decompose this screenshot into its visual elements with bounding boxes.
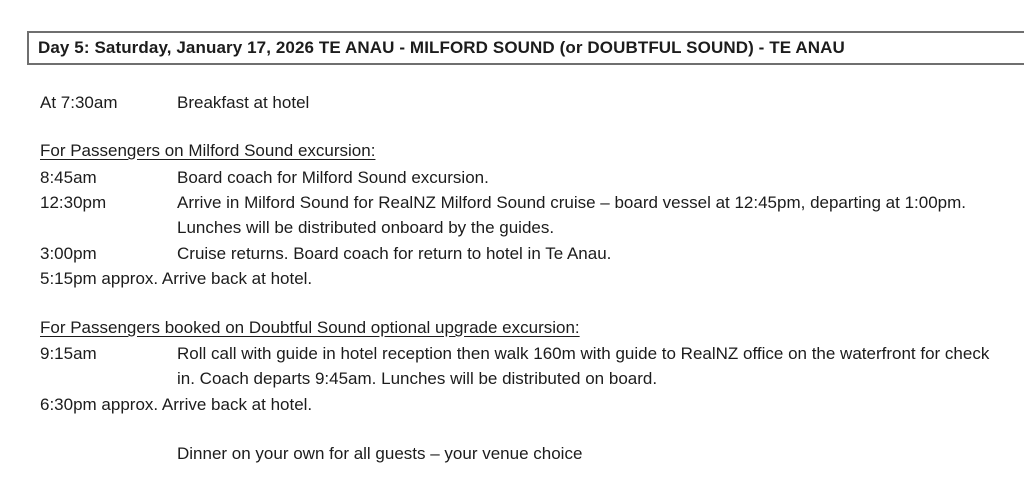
activity-text: Roll call with guide in hotel reception then walk 160m with guide to RealNZ office on the waterfront for check in. Coach departs 9:45am. Lunches will be distributed on board. [177, 344, 990, 388]
schedule-row [40, 241, 1010, 266]
activity-text: Breakfast at hotel [177, 93, 310, 112]
activity-text: Cruise returns. Board coach for return to hotel in Te Anau. [177, 244, 612, 263]
activity-text: Arrive in Milford Sound for RealNZ Milford Sound cruise – board vessel at 12:45pm, departing at 1:00pm. Lunches will be distributed onboard by the guides. [177, 193, 967, 237]
doubtful-section-heading: For Passengers booked on Doubtful Sound optional upgrade excursion: [40, 318, 580, 337]
day-title: Day 5: Saturday, January 17, 2026 TE ANAU - MILFORD SOUND (or DOUBTFUL SOUND) - TE ANAU [38, 38, 845, 57]
time-label: At 7:30am [40, 93, 118, 112]
day-header-box [27, 31, 1024, 65]
time-label: 8:45am [40, 168, 97, 187]
arrival-note: 5:15pm approx. Arrive back at hotel. [40, 269, 313, 288]
schedule-row [40, 341, 1010, 391]
arrival-note: 6:30pm approx. Arrive back at hotel. [40, 395, 313, 414]
schedule-row [40, 165, 1010, 190]
time-label: 12:30pm [40, 193, 107, 212]
dinner-note: Dinner on your own for all guests – your venue choice [177, 444, 583, 463]
breakfast-row [40, 90, 1010, 115]
time-label: 9:15am [40, 344, 97, 363]
time-label: 3:00pm [40, 244, 97, 263]
schedule-row [40, 190, 1010, 240]
milford-section-heading: For Passengers on Milford Sound excursion: [40, 141, 376, 160]
activity-text: Board coach for Milford Sound excursion. [177, 168, 489, 187]
